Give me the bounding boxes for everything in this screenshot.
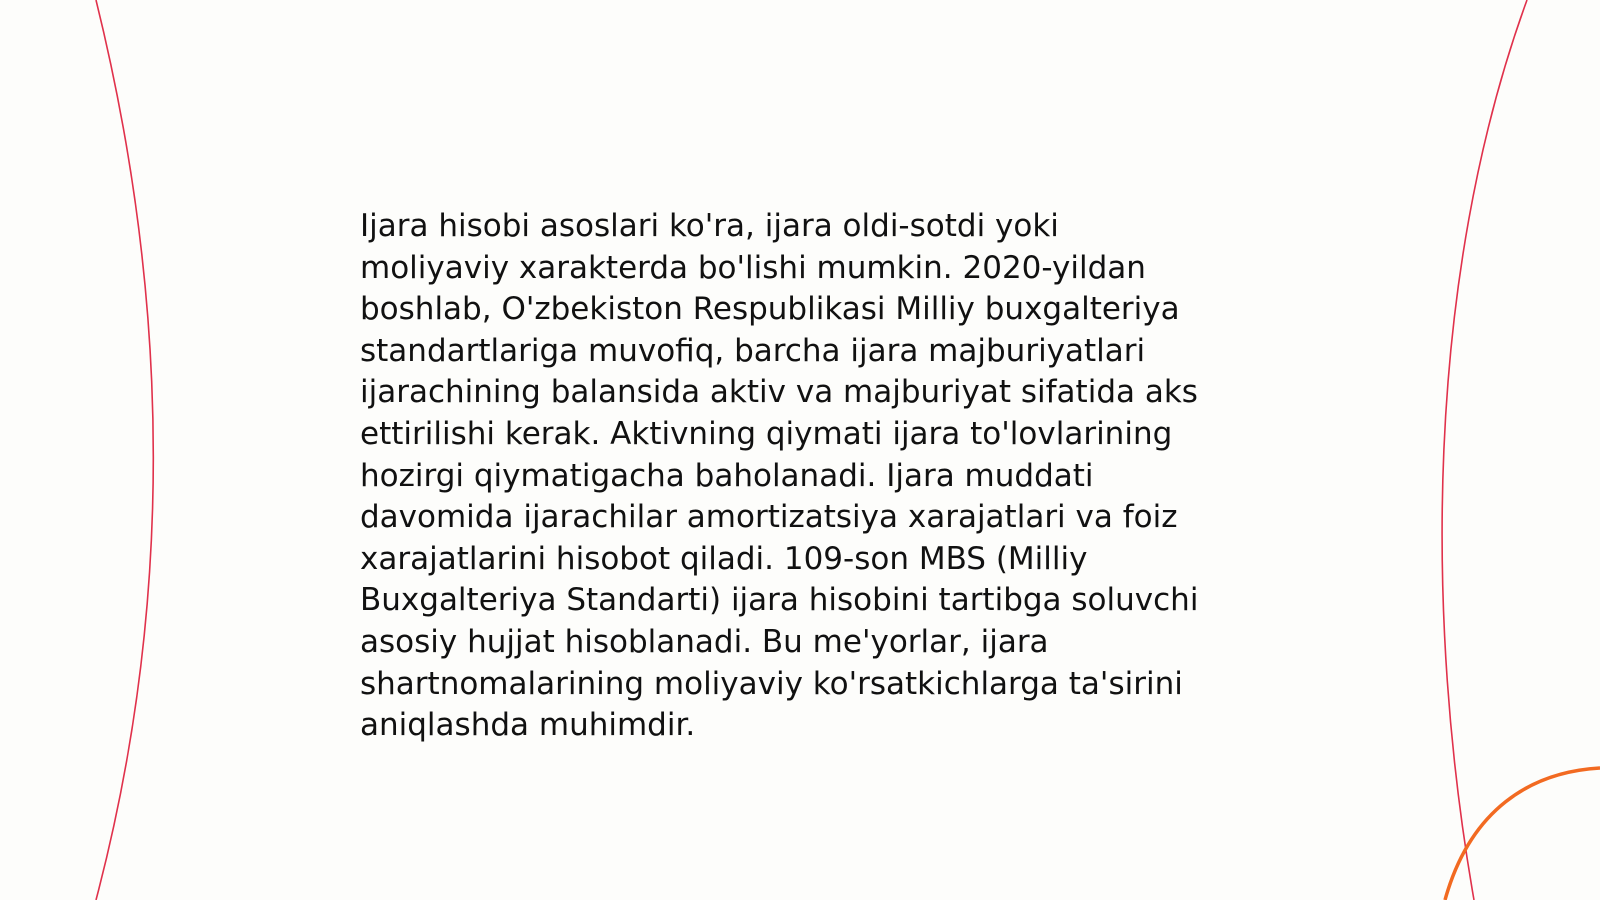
curved-line-right [1442,0,1527,900]
circle-arc-bottom-right [1445,768,1600,900]
body-paragraph: Ijara hisobi asoslari ko'ra, ijara oldi-sotdi yoki moliyaviy xarakterda bo'lishi mumkin. 2020-yildan boshlab, O'zbekiston Respublikasi Milliy buxgalteriya standartlariga muvofiq, barcha ijara majburiyatlari ijarachining balansida aktiv va majburiyat sifatida aks ettirilishi kerak. Aktivning qiymati ijara to'lovlarining hozirgi qiymatigacha baholanadi. Ijara muddati davomida ijarachilar amortizatsiya xarajatlari va foiz xarajatlarini hisobot qiladi. 109-son MBS (Milliy Buxgalteriya Standarti) ijara hisobini tartibga soluvchi asosiy hujjat hisoblanadi. Bu me'yorlar, ijara shartnomalarining moliyaviy ko'rsatkichlarga ta'sirini aniqlashda muhimdir. [360,208,1199,744]
curved-line-left [96,0,153,900]
